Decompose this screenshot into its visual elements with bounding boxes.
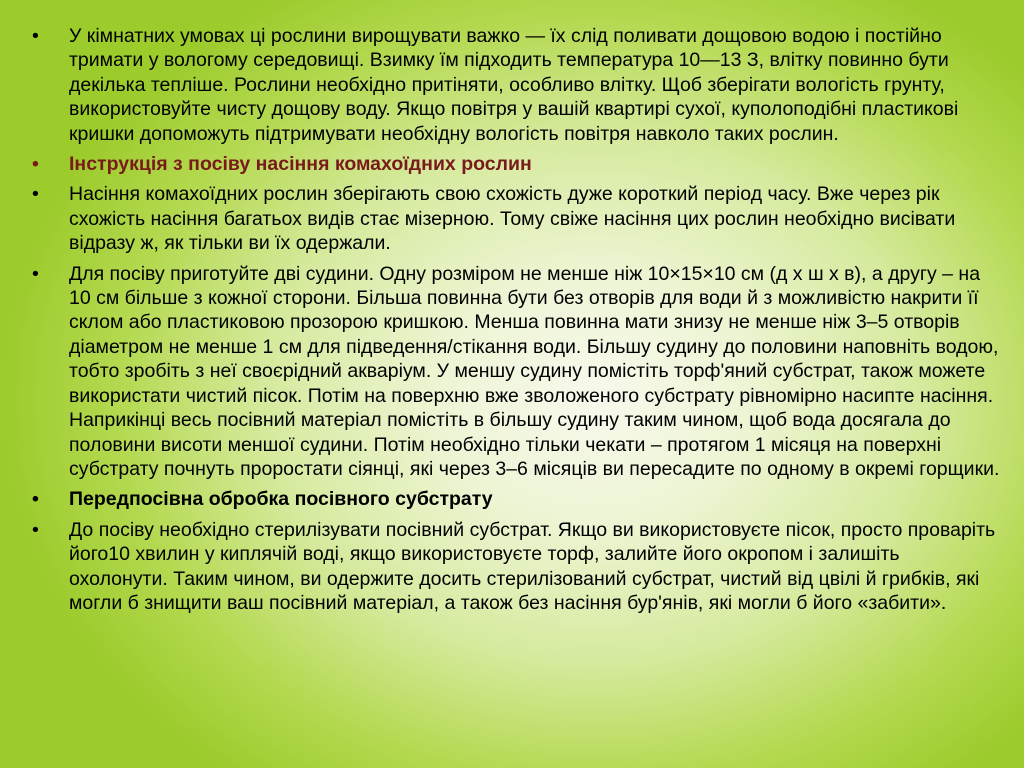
bullet-item-substrate-heading <box>32 487 1000 511</box>
bullet-item-sowing-heading <box>32 152 1000 176</box>
bullet-icon: • <box>32 183 39 206</box>
bullet-icon: • <box>32 262 39 285</box>
bullet-icon: • <box>32 488 39 511</box>
bullet-icon: • <box>32 153 39 176</box>
bullet-item-sowing-steps <box>32 262 1000 482</box>
bullet-list <box>32 24 1000 621</box>
section-heading: Інструкція з посіву насіння комахоїдних рослин <box>69 153 532 176</box>
section-heading: Передпосівна обробка посівного субстрату <box>69 488 493 511</box>
bullet-text: До посіву необхідно стерилізувати посівний субстрат. Якщо ви використовуєте пісок, просто проваріть його10 хвилин у киплячій воді, якщо використовуєте торф, залийте його окропом і залишіть охолонути. Таким чином, ви одержите досить стерилізований субстрат, чистий від цвілі й грибків, які могли б знищити ваш посівний матеріал, а також без насіння бур'янів, які могли б його «забити». <box>69 518 996 614</box>
bullet-text: Для посіву приготуйте дві судини. Одну розміром не менше ніж 10×15×10 см (д х ш х в), а другу – на 10 см більше з кожної сторони. Більша повинна бути без отворів для води й з можливістю накрити її склом або пластиковою прозорою кришкою. Менша повинна мати знизу не менше ніж 3–5 отворів діаметром не менше 1 см для підведення/стікання води. Більшу судину до половини наповніть водою, тобто зробіть з неї своєрідний акваріум. У меншу судину помістіть торф'яний субстрат, також можете використати чистий пісок. Потім на поверхню вже зволоженого субстрату рівномірно насипте насіння. Наприкінці весь посівний матеріал помістіть в більшу судину таким чином, щоб вода досягала до половини висоти меншої судини. Потім необхідно тільки чекати – протягом 1 місяця на поверхні субстрату почнуть проростати сіянці, які через 3–6 місяців ви пересадите по одному в окремі горщики. <box>69 262 1000 480</box>
bullet-item-sterilization <box>32 518 1000 616</box>
bullet-text: Насіння комахоїдних рослин зберігають свою схожість дуже короткий період часу. Вже через рік схожість насіння багатьох видів стає мізерною. Тому свіже насіння цих рослин необхідно висівати відразу ж, як тільки ви їх одержали. <box>69 183 956 255</box>
bullet-text: У кімнатних умовах ці рослини вирощувати важко — їх слід поливати дощовою водою і постійно тримати у вологому середовищі. Взимку їм підходить температура 10—13 З, влітку повинно бути декілька тепліше. Рослини необхідно притіняти, особливо влітку. Щоб зберігати вологість грунту, використовуйте чисту дощову воду. Якщо повітря у вашій квартирі сухої, куполоподібні пластикові кришки допоможуть підтримувати необхідну вологість повітря навколо таких рослин. <box>69 25 959 145</box>
bullet-item-indoor-care <box>32 24 1000 146</box>
bullet-icon: • <box>32 25 39 47</box>
bullet-item-seed-viability <box>32 182 1000 255</box>
bullet-icon: • <box>32 518 39 541</box>
